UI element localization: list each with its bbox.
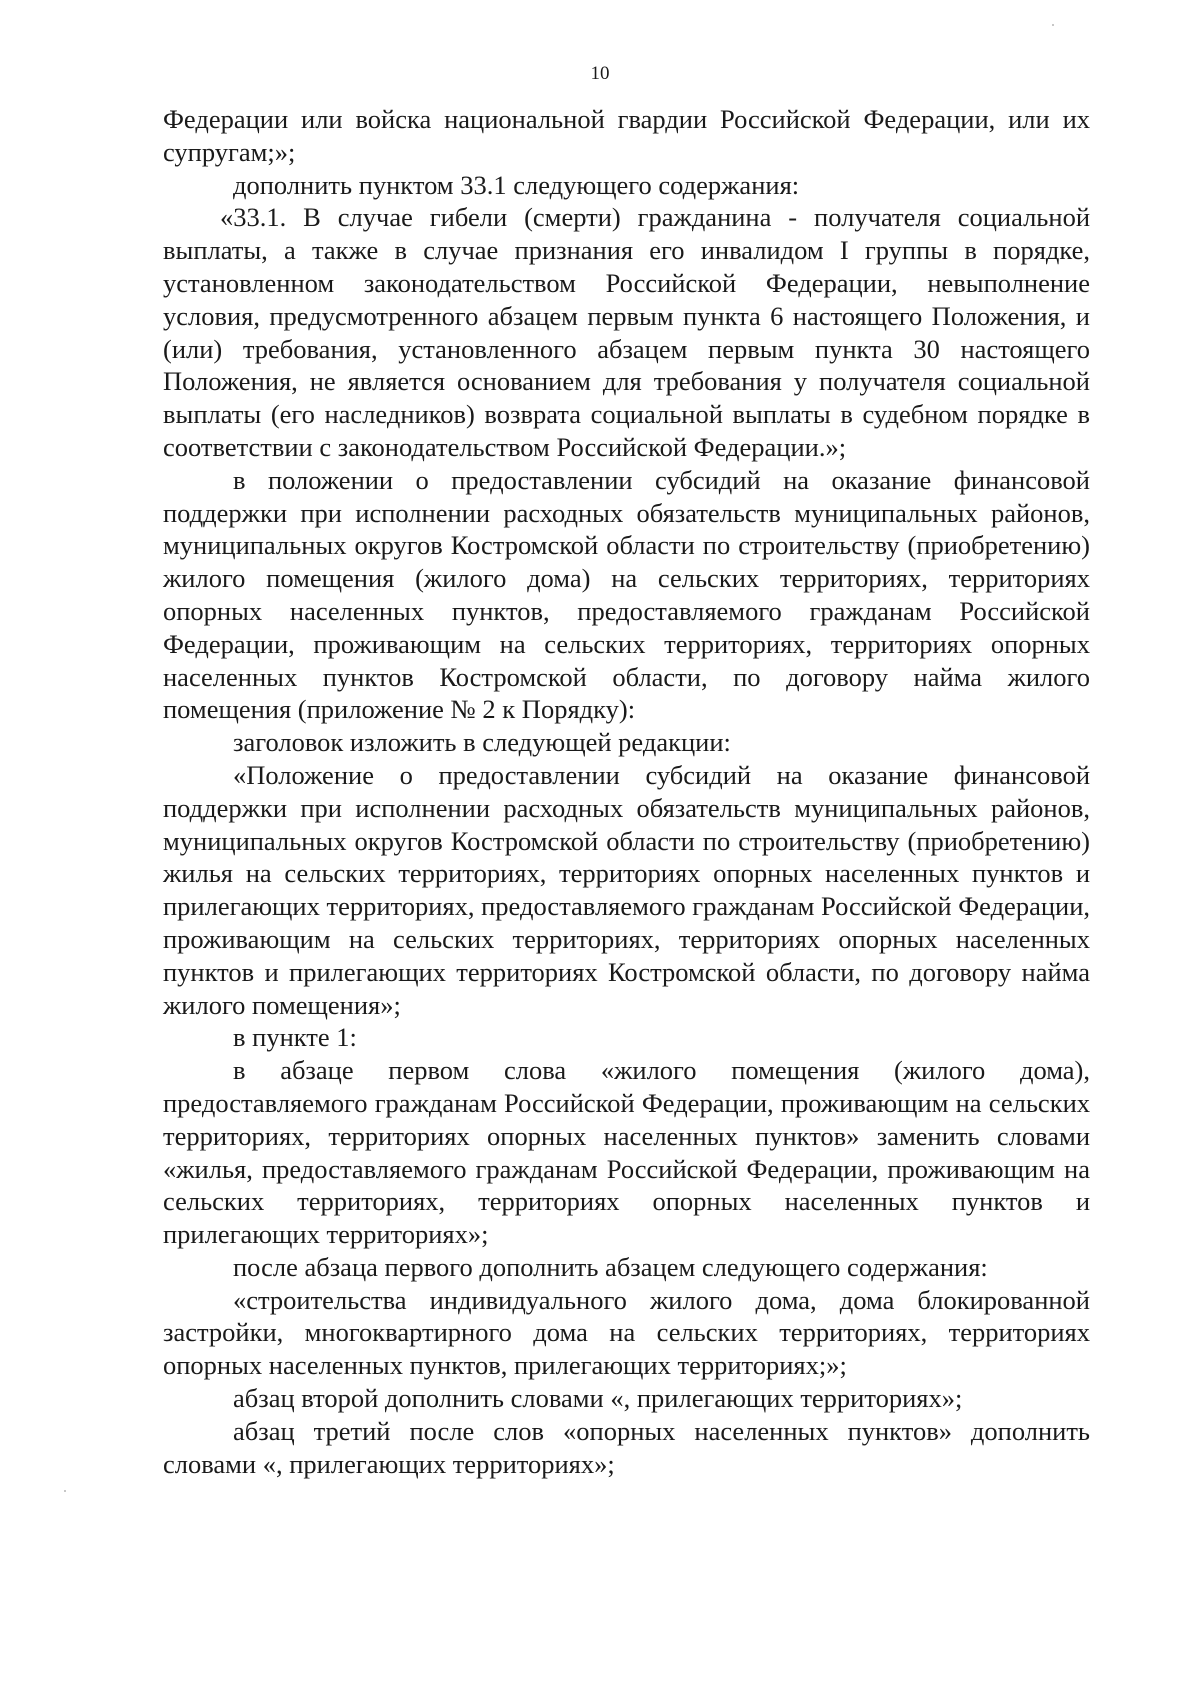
document-body: [163, 103, 1090, 1480]
paragraph: абзац второй дополнить словами «, прилегающих территориях»;: [233, 1383, 963, 1414]
page-number: 10: [590, 63, 610, 84]
paragraph: дополнить пунктом 33.1 следующего содержания:: [233, 169, 800, 200]
paragraph: заголовок изложить в следующей редакции:: [233, 727, 731, 758]
paragraph: Федерации или войска национальной гвардии Российской Федерации, или их супругам;»;: [163, 104, 1090, 167]
paragraph: «строительства индивидуального жилого дома, дома блокированной застройки, многоквартирного дома на сельских территориях, территориях опорных населенных пунктов, прилегающих территориях;»;: [163, 1284, 1090, 1381]
paragraph: «33.1. В случае гибели (смерти) гражданина - получателя социальной выплаты, а также в случае признания его инвалидом I группы в порядке, установленном законодательством Российской Федерации, невыполнение условия, предусмотренного абзацем первым пункта 6 настоящего Положения, и (или) требования, установленного абзацем первым пункта 30 настоящего Положения, не является основанием для требования у получателя социальной выплаты (его наследников) возврата социальной выплаты в судебном порядке в соответствии с законодательством Российской Федерации.»;: [163, 202, 1090, 462]
paragraph: в положении о предоставлении субсидий на оказание финансовой поддержки при исполнении расходных обязательств муниципальных районов, муниципальных округов Костромской области по строительству (приобретению) жилого помещения (жилого дома) на сельских территориях, территориях опорных населенных пунктов, предоставляемого гражданам Российской Федерации, проживающим на сельских территориях, территориях опорных населенных пунктов Костромской области, по договору найма жилого помещения (приложение № 2 к Порядку):: [163, 464, 1090, 725]
paragraph: «Положение о предоставлении субсидий на оказание финансовой поддержки при исполнении расходных обязательств муниципальных районов, муниципальных округов Костромской области по строительству (приобретению) жилья на сельских территориях, территориях опорных населенных пунктов и прилегающих территориях, предоставляемого гражданам Российской Федерации, проживающим на сельских территориях, территориях опорных населенных пунктов и прилегающих территориях Костромской области, по договору найма жилого помещения»;: [163, 759, 1090, 1020]
paragraph: после абзаца первого дополнить абзацем следующего содержания:: [233, 1251, 988, 1282]
paragraph: в абзаце первом слова «жилого помещения (жилого дома), предоставляемого гражданам Российской Федерации, проживающим на сельских территориях, территориях опорных населенных пунктов» заменить словами «жилья, предоставляемого гражданам Российской Федерации, проживающим на сельских территориях, территориях опорных населенных пунктов и прилегающих территориях»;: [163, 1055, 1090, 1250]
paragraph: в пункте 1:: [233, 1022, 357, 1053]
scan-speck: [1052, 24, 1054, 26]
paragraph: абзац третий после слов «опорных населенных пунктов» дополнить словами «, прилегающих территориях»;: [163, 1415, 1090, 1479]
scan-speck: [64, 1490, 66, 1492]
